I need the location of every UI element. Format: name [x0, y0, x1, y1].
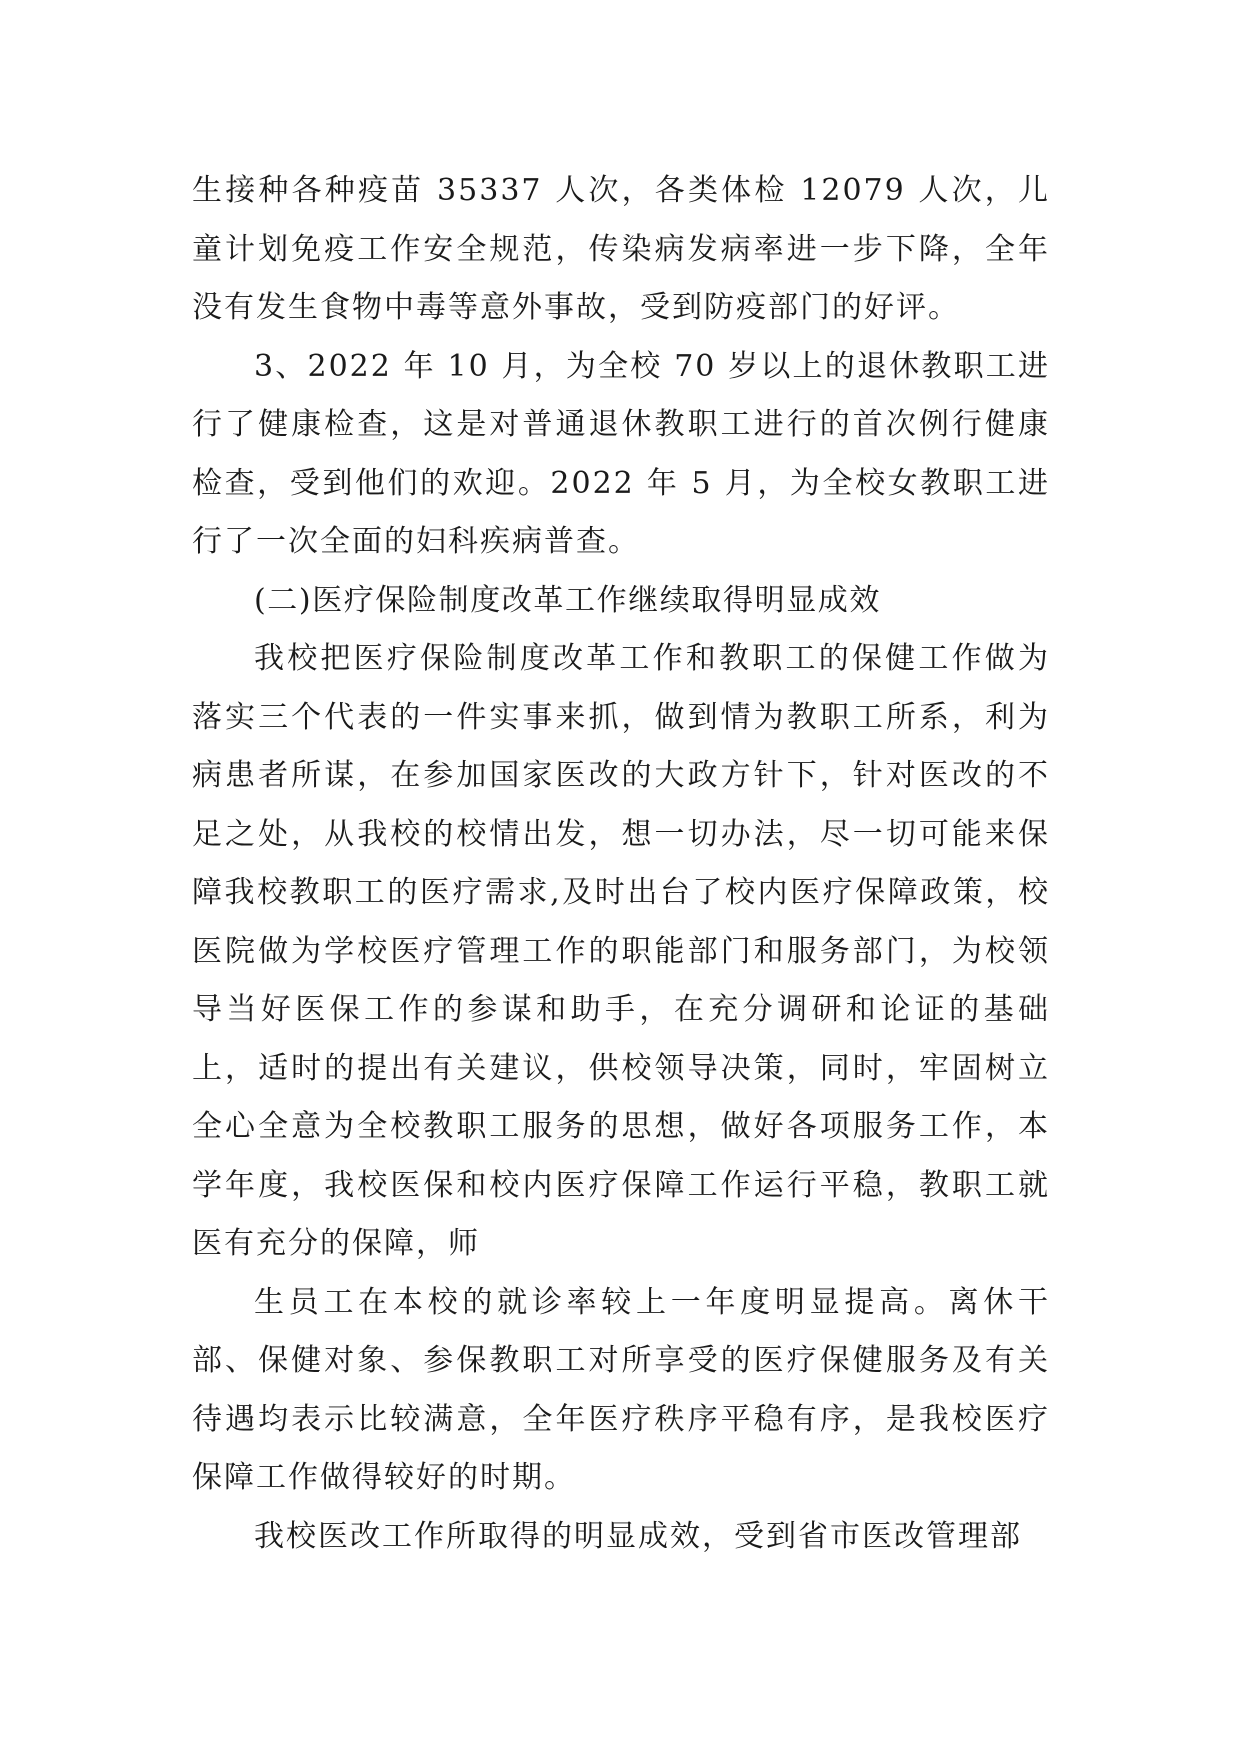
paragraph-insurance-reform: 我校把医疗保险制度改革工作和教职工的保健工作做为落实三个代表的一件实事来抓，做到情为教职工所系，利为病患者所谋，在参加国家医改的大政方针下，针对医改的不足之处，从我校的校情出发，想一切办法，尽一切可能来保障我校教职工的医疗需求,及时出台了校内医疗保障政策，校医院做为学校医疗管理工作的职能部门和服务部门，为校领导当好医保工作的参谋和助手，在充分调研和论证的基础上，适时的提出有关建议，供校领导决策，同时，牢固树立全心全意为全校教职工服务的思想，做好各项服务工作，本学年度，我校医保和校内医疗保障工作运行平稳，教职工就医有充分的保障，师	[192, 641, 1050, 1261]
paragraph-vaccination-summary: 生接种各种疫苗 35337 人次，各类体检 12079 人次，儿童计划免疫工作安全规范，传染病发病率进一步下降，全年没有发生食物中毒等意外事故，受到防疫部门的好评。	[192, 173, 1050, 325]
section-heading-insurance-reform: (二)医疗保险制度改革工作继续取得明显成效	[254, 582, 882, 618]
paragraph-recognition: 我校医改工作所取得的明显成效，受到省市医改管理部	[254, 1518, 1022, 1554]
paragraph-satisfaction: 生员工在本校的就诊率较上一年度明显提高。离休干部、保健对象、参保教职工对所享受的医疗保健服务及有关待遇均表示比较满意，全年医疗秩序平稳有序，是我校医疗保障工作做得较好的时期。	[192, 1284, 1050, 1495]
document-body	[192, 162, 1050, 1566]
paragraph-retiree-health-check: 3、2022 年 10 月，为全校 70 岁以上的退休教职工进行了健康检查，这是对普通退休教职工进行的首次例行健康检查，受到他们的欢迎。2022 年 5 月，为全校女教职工进行了一次全面的妇科疾病普查。	[192, 348, 1050, 559]
